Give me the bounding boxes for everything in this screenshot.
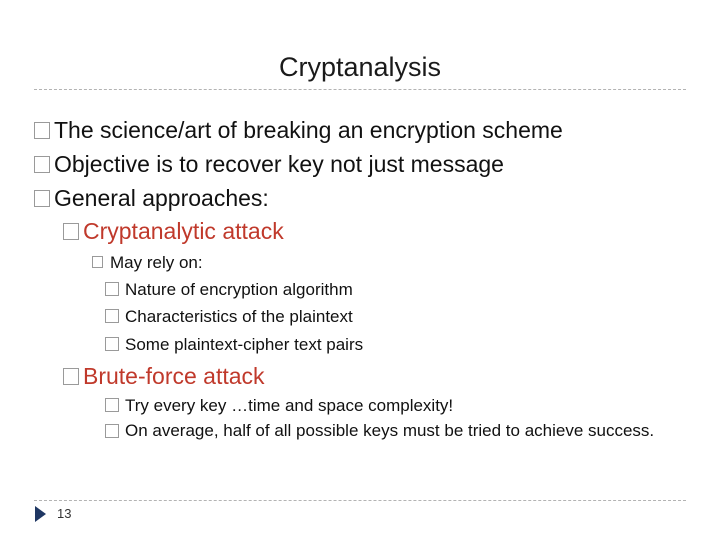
bullet-brute-force-attack <box>63 363 265 390</box>
bullet-nature <box>105 280 353 300</box>
bullet-text: Objective is to recover key not just message <box>54 151 504 177</box>
bullet-objective <box>34 151 504 178</box>
bullet-on-average <box>105 418 687 444</box>
checkbox-square-icon <box>34 190 50 207</box>
checkbox-square-icon <box>63 223 79 240</box>
bullet-text: The science/art of breaking an encryption scheme <box>54 117 563 143</box>
bullet-characteristics <box>105 307 353 327</box>
bullet-approaches <box>34 185 269 212</box>
checkbox-square-icon <box>105 282 119 296</box>
bullet-text: May rely on: <box>110 253 203 272</box>
checkbox-square-icon <box>105 424 119 438</box>
bullet-science <box>34 117 563 144</box>
bullet-text: Nature of encryption algorithm <box>125 280 353 299</box>
footer-divider <box>34 500 686 501</box>
checkbox-square-icon <box>105 398 119 412</box>
checkbox-square-icon <box>105 309 119 323</box>
bullet-text: General approaches: <box>54 185 269 211</box>
bullet-text: Try every key …time and space complexity! <box>125 396 454 415</box>
bullet-may-rely <box>92 253 203 273</box>
checkbox-square-icon <box>34 156 50 173</box>
bullet-pairs <box>105 335 363 355</box>
checkbox-square-icon <box>105 337 119 351</box>
bullet-text: Some plaintext-cipher text pairs <box>125 335 364 354</box>
slide-title: Cryptanalysis <box>278 52 442 82</box>
bullet-try-every-key <box>105 396 453 416</box>
checkbox-square-icon <box>92 256 103 268</box>
title-divider <box>34 89 686 90</box>
bullet-text: Characteristics of the plaintext <box>125 307 353 326</box>
triangle-right-icon <box>35 506 46 522</box>
bullet-text: On average, half of all possible keys must be tried to achieve success. <box>125 421 655 440</box>
checkbox-square-icon <box>34 122 50 139</box>
bullet-cryptanalytic-attack <box>63 218 284 245</box>
bullet-text: Brute-force attack <box>83 363 265 389</box>
bullet-text: Cryptanalytic attack <box>83 218 284 244</box>
page-number: 13 <box>57 506 72 521</box>
checkbox-square-icon <box>63 368 79 385</box>
